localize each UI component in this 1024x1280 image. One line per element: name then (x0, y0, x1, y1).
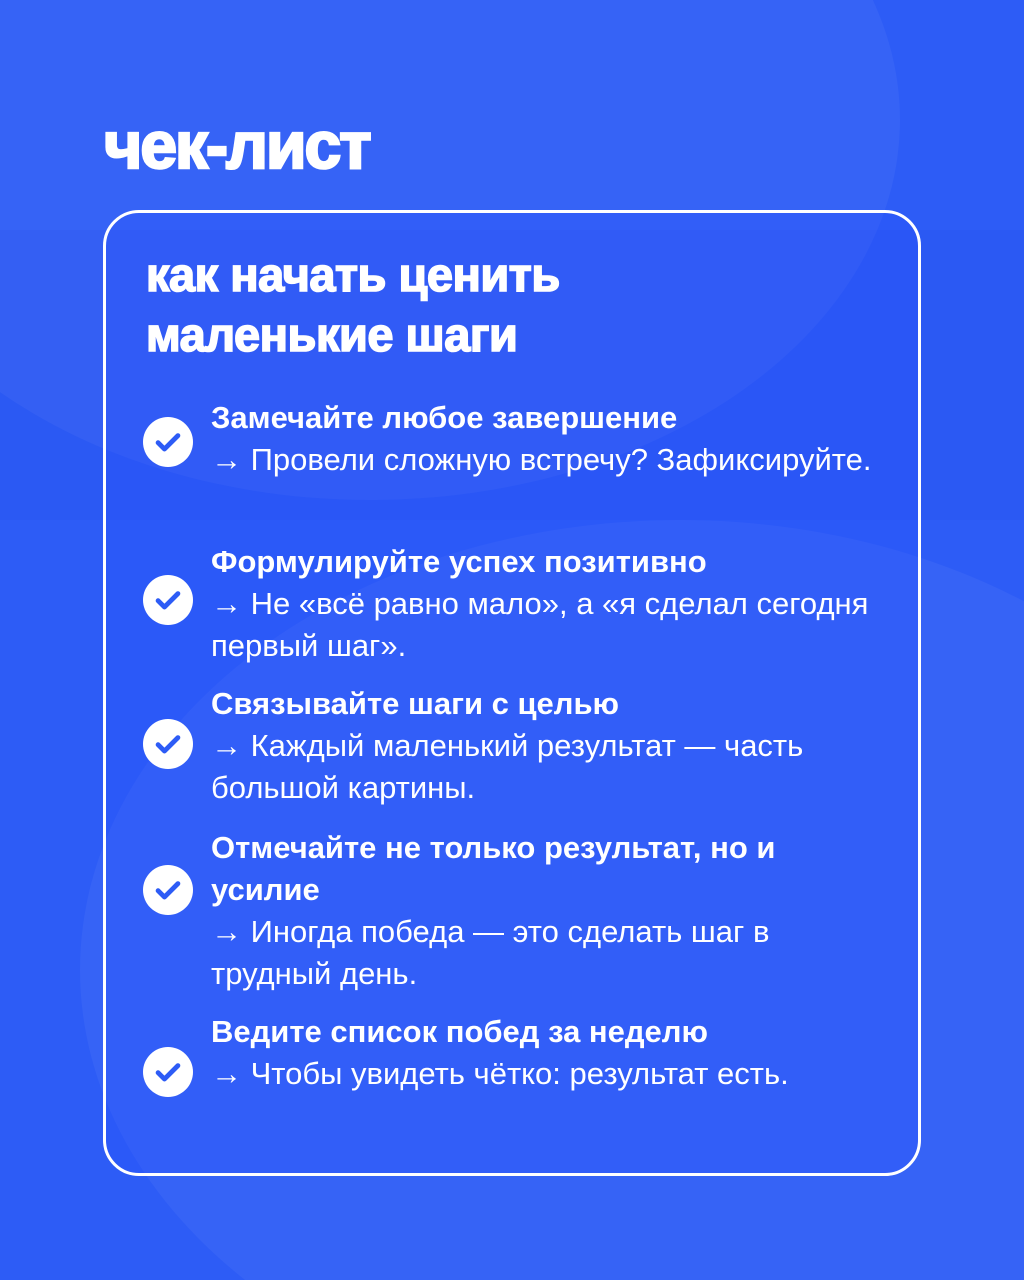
checklist-item-desc: → Провели сложную встречу? Зафиксируйте. (211, 442, 872, 477)
checklist-item-title: Замечайте любое завершение (211, 400, 678, 435)
checklist-item-text (211, 683, 891, 809)
card-title (146, 245, 866, 365)
page-heading: чек-лист (104, 108, 370, 182)
check-circle-icon (143, 575, 193, 625)
checklist-item-text (211, 827, 891, 995)
card-title-line: маленькие шаги (146, 308, 518, 361)
checklist-item-title: Отмечайте не только результат, но и усилие (211, 830, 776, 907)
checklist-item-desc: → Не «всё равно мало», а «я сделал сегодня первый шаг». (211, 586, 869, 663)
checklist-item-text (211, 1011, 891, 1095)
checklist-card (103, 210, 921, 1176)
check-circle-icon (143, 1047, 193, 1097)
checklist-item-desc: → Иногда победа — это сделать шаг в трудный день. (211, 914, 770, 991)
check-circle-icon (143, 865, 193, 915)
checklist-item-desc: → Чтобы увидеть чётко: результат есть. (211, 1056, 789, 1091)
card-title-line: как начать ценить (146, 248, 560, 301)
checklist-item-title: Связывайте шаги с целью (211, 686, 620, 721)
check-circle-icon (143, 417, 193, 467)
checklist-item-title: Формулируйте успех позитивно (211, 544, 707, 579)
check-circle-icon (143, 719, 193, 769)
checklist-item-title: Ведите список побед за неделю (211, 1014, 708, 1049)
checklist-item-text (211, 397, 891, 481)
checklist-item-desc: → Каждый маленький результат — часть большой картины. (211, 728, 804, 805)
checklist-item-text (211, 541, 891, 667)
